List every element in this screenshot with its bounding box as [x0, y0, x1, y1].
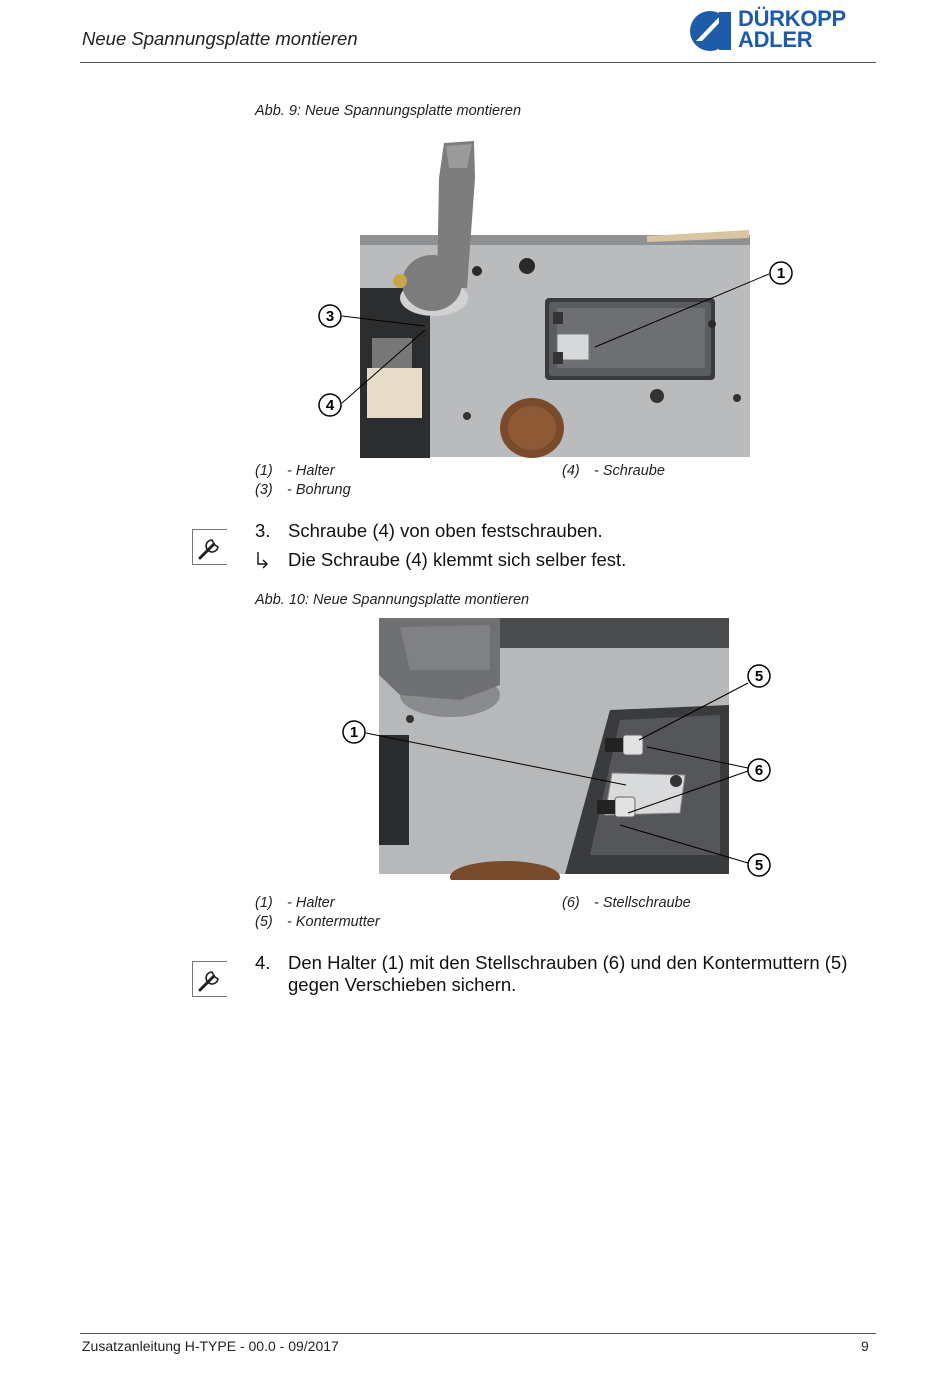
- figure-2-legend-item-6: (6) - Stellschraube: [562, 895, 691, 911]
- figure-2-photo: [340, 615, 780, 880]
- svg-text:3: 3: [325, 308, 335, 325]
- figure-1-photo: [317, 138, 807, 460]
- figure-2-legend-item-1: (1) - Halter: [255, 895, 335, 911]
- figure-1-legend-item-4: (4) - Schraube: [562, 463, 665, 479]
- footer-document-id: Zusatzanleitung H-TYPE - 00.0 - 09/2017: [82, 1338, 339, 1354]
- brand-logo: [688, 8, 874, 54]
- svg-text:1: 1: [349, 724, 359, 741]
- wrench-icon: [192, 961, 227, 997]
- figure-2-callout-6: [748, 759, 770, 781]
- page-header-title: Neue Spannungsplatte montieren: [82, 28, 358, 49]
- wrench-icon: [192, 529, 227, 565]
- figure-1-callout-1: [770, 262, 792, 284]
- brand-line-2: ADLER: [738, 27, 813, 52]
- step-3-result-text: Die Schraube (4) klemmt sich selber fest.: [288, 549, 627, 570]
- figure-1-callout-4: [319, 394, 341, 416]
- figure-1-caption: Abb. 9: Neue Spannungsplatte montieren: [255, 103, 522, 119]
- figure-2-callout-5-bottom: [748, 854, 770, 876]
- figure-1-legend-item-3: (3) - Bohrung: [255, 482, 351, 498]
- step-3-text: Schraube (4) von oben festschrauben.: [288, 520, 603, 541]
- figure-1-legend-item-1: (1) - Halter: [255, 463, 335, 479]
- result-arrow-icon: [255, 550, 271, 570]
- step-4-number: 4.: [255, 952, 271, 973]
- brand-line-1: DÜRKOPP: [738, 6, 846, 31]
- step-4-text: Den Halter (1) mit den Stellschrauben (6) und den Kontermuttern (5) gegen Verschieben sichern.: [288, 952, 848, 995]
- step-4: [255, 952, 895, 998]
- header-rule: [80, 62, 876, 63]
- svg-text:1: 1: [776, 265, 786, 282]
- svg-text:6: 6: [754, 762, 764, 779]
- figure-2-caption: Abb. 10: Neue Spannungsplatte montieren: [255, 592, 530, 608]
- footer-page-number: 9: [861, 1338, 869, 1354]
- figure-2-legend-item-5: (5) - Kontermutter: [255, 914, 380, 930]
- figure-2-callout-1: [343, 721, 365, 743]
- step-3-result: [255, 549, 895, 573]
- footer-rule: [80, 1333, 876, 1334]
- figure-2-callout-5-top: [748, 665, 770, 687]
- figure-1-callout-3: [319, 305, 341, 327]
- step-3-number: 3.: [255, 520, 271, 541]
- step-3: [255, 520, 895, 544]
- svg-text:5: 5: [754, 857, 764, 874]
- brand-logo-mark: [688, 8, 736, 54]
- svg-text:5: 5: [754, 668, 764, 685]
- svg-text:4: 4: [325, 397, 335, 414]
